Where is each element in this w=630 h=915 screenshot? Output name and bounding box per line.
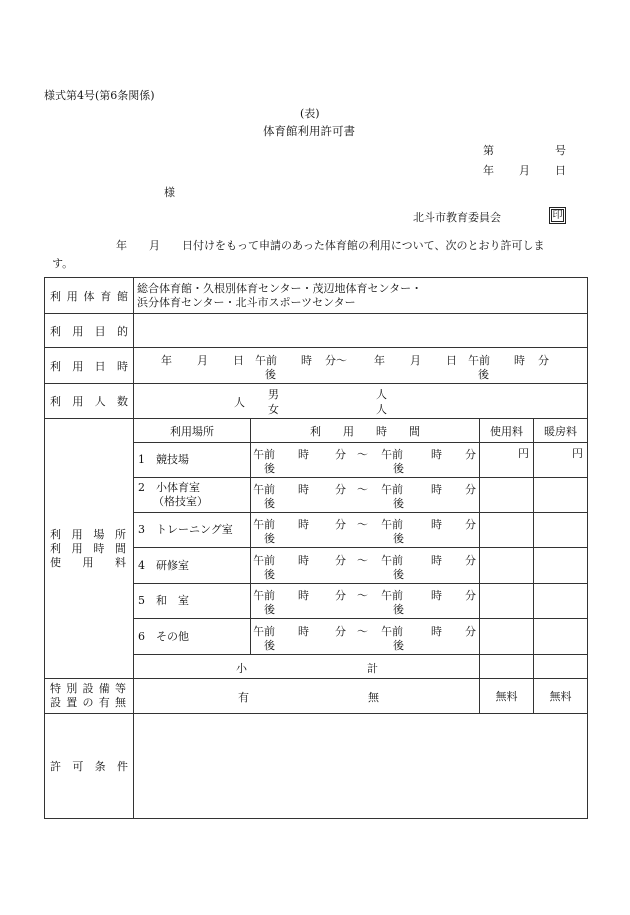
room-time: 午前 後 時 分 ～ 午前 後 時 分 xyxy=(251,548,480,584)
subtotal-heating xyxy=(534,655,588,679)
datetime-value xyxy=(134,348,588,384)
purpose-value xyxy=(134,314,588,348)
room-time: 午前 後 時 分 ～ 午前 後 時 分 xyxy=(251,478,480,513)
seal-stamp: 印 xyxy=(549,207,566,224)
dt-pm2: 後 xyxy=(478,367,489,381)
recipient-honorific: 様 xyxy=(164,186,175,199)
facility-row xyxy=(45,278,588,314)
room-heating xyxy=(534,619,588,655)
room-name: 6 その他 xyxy=(134,619,251,655)
room-time: 午前 後 時 分 ～ 午前 後 時 分 xyxy=(251,443,480,478)
purpose-row xyxy=(45,314,588,348)
dt-year2: 年 xyxy=(374,353,385,367)
col-place: 利用場所 xyxy=(134,419,251,443)
equipment-heating: 無料 xyxy=(534,679,588,714)
subtotal-label: 小 計 xyxy=(134,655,480,679)
room-name: 4 研修室 xyxy=(134,548,251,584)
dt-am1: 午前 xyxy=(255,353,277,367)
dt-hour1: 時 xyxy=(301,353,312,367)
document-title: 体育館利用許可書 xyxy=(263,124,355,138)
datetime-fields xyxy=(134,349,587,383)
room-fee xyxy=(480,513,534,548)
room-heating xyxy=(534,584,588,619)
facility-line1: 総合体育館・久根別体育センター・茂辺地体育センター・ xyxy=(137,281,423,295)
female-unit: 人 xyxy=(376,403,387,416)
front-side-mark: (表) xyxy=(300,107,320,120)
date-day: 日 xyxy=(555,164,566,177)
room-name: 3 トレーニング室 xyxy=(134,513,251,548)
number-prefix: 第 xyxy=(483,144,494,157)
equipment-no: 無 xyxy=(368,691,379,704)
form-number: 様式第4号(第6条関係) xyxy=(44,89,155,102)
room-fee xyxy=(480,619,534,655)
room-time: 午前 後 時 分 ～ 午前 後 時 分 xyxy=(251,584,480,619)
room-heating xyxy=(534,513,588,548)
conditions-value xyxy=(134,714,588,819)
datetime-row xyxy=(45,348,588,384)
body-text-line2: す。 xyxy=(52,257,74,270)
room-fee xyxy=(480,478,534,513)
subtotal-fee xyxy=(480,655,534,679)
dt-year1: 年 xyxy=(161,353,172,367)
conditions-row xyxy=(45,714,588,819)
date-month: 月 xyxy=(519,164,530,177)
dt-day1: 日 xyxy=(233,353,244,367)
facility-label: 利用体育館 xyxy=(45,278,134,314)
people-total-unit: 人 xyxy=(234,396,245,409)
facility-line2: 浜分体育センター・北斗市スポーツセンター xyxy=(137,295,356,309)
people-fields xyxy=(134,384,587,418)
room-time: 午前 後 時 分 ～ 午前 後 時 分 xyxy=(251,619,480,655)
dt-am2: 午前 xyxy=(468,353,490,367)
permit-table xyxy=(44,277,588,819)
dt-day2: 日 xyxy=(446,353,457,367)
issuer-name: 北斗市教育委員会 xyxy=(413,211,501,224)
room-name: 2 小体育室 （格技室） xyxy=(134,478,251,513)
purpose-label: 利用目的 xyxy=(45,314,134,348)
dt-month1: 月 xyxy=(197,353,208,367)
equipment-value xyxy=(134,679,480,714)
people-label: 利用人数 xyxy=(45,384,134,419)
male-label: 男 xyxy=(268,388,279,401)
equipment-row xyxy=(45,679,588,714)
people-value xyxy=(134,384,588,419)
room-fee: 円 xyxy=(480,443,534,478)
datetime-label: 利用日時 xyxy=(45,348,134,384)
dt-hour2: 時 xyxy=(514,353,525,367)
room-heating: 円 xyxy=(534,443,588,478)
col-heating: 暖房料 xyxy=(534,419,588,443)
dt-month2: 月 xyxy=(410,353,421,367)
body-text-line1: 年 月 日付けをもって申請のあった体育館の利用について、次のとおり許可しま xyxy=(116,239,545,252)
date-year: 年 xyxy=(483,164,494,177)
male-unit: 人 xyxy=(376,388,387,401)
female-label: 女 xyxy=(268,403,279,416)
equipment-fee: 無料 xyxy=(480,679,534,714)
room-name: 5 和 室 xyxy=(134,584,251,619)
dt-min2: 分 xyxy=(538,353,549,367)
col-fee: 使用料 xyxy=(480,419,534,443)
facility-value xyxy=(134,278,588,314)
room-fee xyxy=(480,548,534,584)
dt-min-from: 分～ xyxy=(325,353,347,367)
dt-pm1: 後 xyxy=(265,367,276,381)
room-time: 午前 後 時 分 ～ 午前 後 時 分 xyxy=(251,513,480,548)
people-row xyxy=(45,384,588,419)
room-heating xyxy=(534,478,588,513)
place-time-fee-label: 利用場所 利用時間 使用料 xyxy=(45,419,134,679)
number-suffix: 号 xyxy=(555,144,566,157)
room-heating xyxy=(534,548,588,584)
room-name: 1 競技場 xyxy=(134,443,251,478)
room-fee xyxy=(480,584,534,619)
conditions-label: 許可条件 xyxy=(45,714,134,819)
usage-header-row xyxy=(45,419,588,443)
equipment-yes: 有 xyxy=(238,691,249,704)
equipment-label: 特別設備等 設置の有無 xyxy=(45,679,134,714)
col-time: 利 用 時 間 xyxy=(251,419,480,443)
